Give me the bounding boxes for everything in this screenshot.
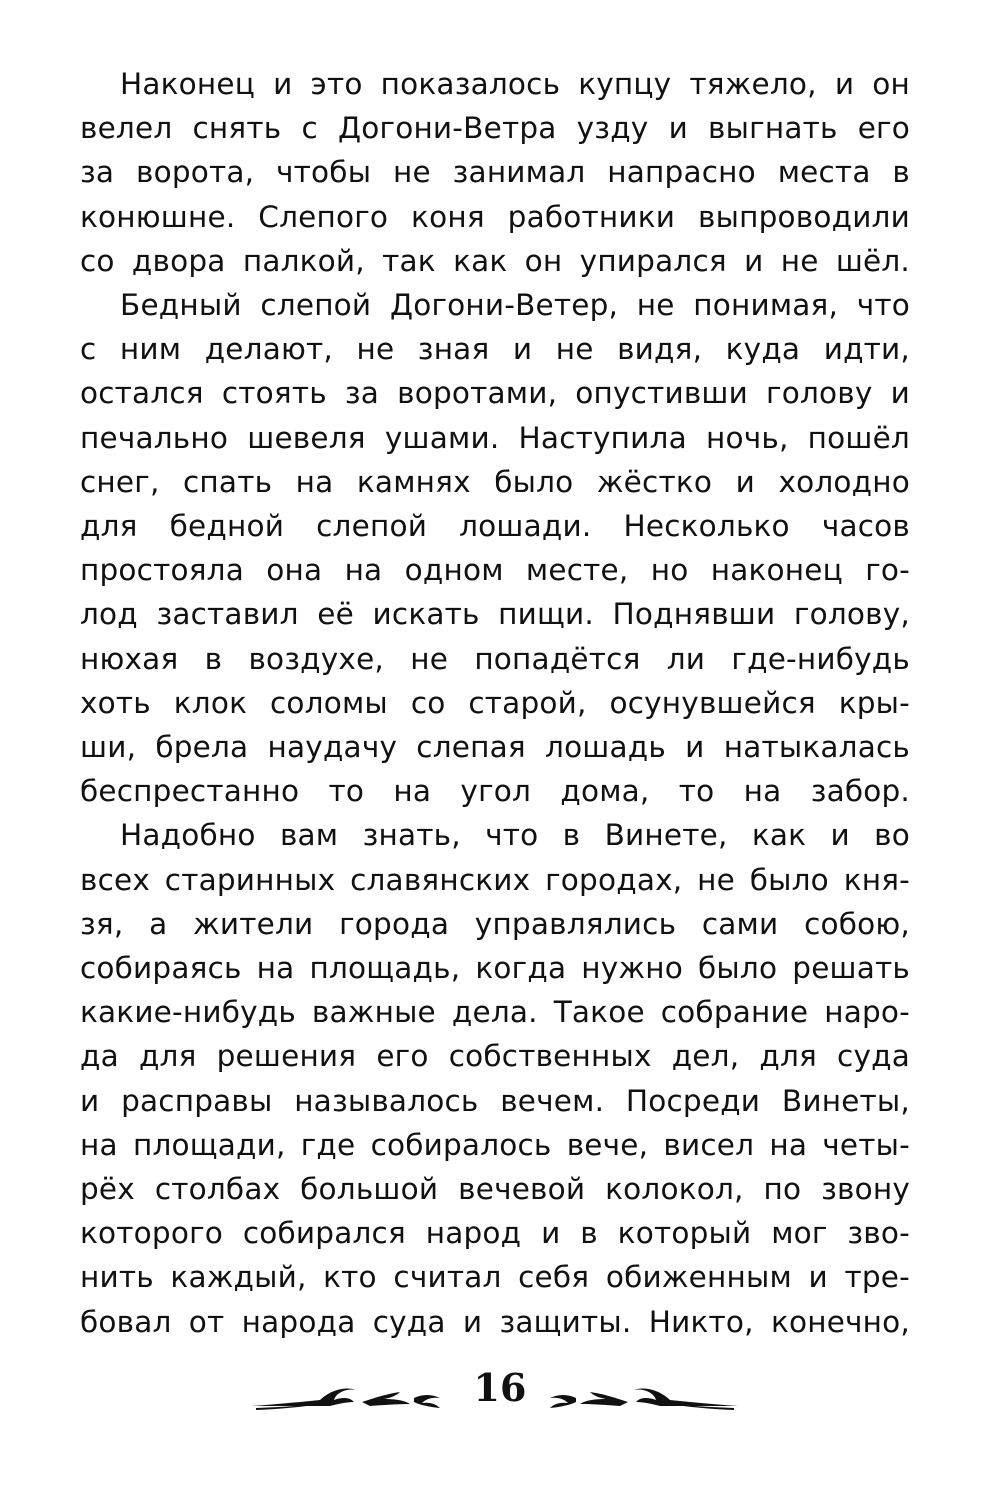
text-line: которого собирался народ и в который мог зво- — [80, 1216, 910, 1251]
page-number: 16 — [473, 1365, 527, 1410]
text-line: велел снять с Догони-Ветра узду и выгнать его — [80, 111, 910, 146]
paragraph-2 — [80, 283, 910, 813]
text-line: да для решения его собственных дел, для суда — [80, 1039, 910, 1074]
text-line: конюшне. Слепого коня работники выпроводили — [80, 199, 910, 234]
text-line: на площади, где собиралось вече, висел на четы- — [80, 1127, 910, 1162]
text-line: остался стоять за воротами, опустивши голову и — [80, 376, 910, 411]
text-line: бовал от народа суда и защиты. Никто, конечно, — [80, 1304, 910, 1339]
text-line: Наконец и это показалось купцу тяжело, и он — [120, 67, 910, 101]
text-line: снег, спать на камнях было жёстко и холодно — [80, 464, 910, 499]
text-body — [80, 62, 910, 1344]
text-line: простояла она на одном месте, но наконец го- — [80, 553, 910, 588]
text-line: какие-нибудь важные дела. Такое собрание наро- — [80, 995, 910, 1030]
text-line: со двора палкой, так как он упирался и не шёл. — [80, 243, 910, 278]
text-line: с ним делают, не зная и не видя, куда идти, — [80, 332, 910, 367]
text-line: всех старинных славянских городах, не было кня- — [80, 862, 910, 897]
page-footer — [0, 1362, 1000, 1422]
text-line: хоть клок соломы со старой, осунувшейся кры- — [80, 685, 910, 720]
text-line: лод заставил её искать пищи. Поднявши голову, — [80, 597, 910, 632]
text-line: беспрестанно то на угол дома, то на забор. — [80, 774, 910, 809]
right-flourish-ornament — [540, 1380, 740, 1414]
text-line: Надобно вам знать, что в Винете, как и во — [120, 818, 910, 853]
text-line: нюхая в воздухе, не попадётся ли где-нибудь — [80, 641, 910, 676]
text-line: за ворота, чтобы не занимал напрасно места в — [80, 155, 910, 190]
text-line: рёх столбах большой вечевой колокол, по звону — [80, 1172, 910, 1207]
paragraph-1 — [80, 62, 910, 283]
text-line: Бедный слепой Догони-Ветер, не понимая, что — [120, 288, 910, 323]
text-line: печально шевеля ушами. Наступила ночь, пошёл — [80, 420, 910, 455]
paragraph-3 — [80, 813, 910, 1343]
text-line: для бедной слепой лошади. Несколько часов — [80, 509, 910, 544]
text-line: собираясь на площадь, когда нужно было решать — [80, 951, 910, 986]
text-line: ши, брела наудачу слепая лошадь и натыкалась — [80, 730, 910, 765]
text-line: зя, а жители города управлялись сами собою, — [80, 906, 910, 941]
text-line: нить каждый, кто считал себя обиженным и тре- — [80, 1260, 910, 1295]
text-line: и расправы называлось вечем. Посреди Винеты, — [80, 1083, 910, 1118]
